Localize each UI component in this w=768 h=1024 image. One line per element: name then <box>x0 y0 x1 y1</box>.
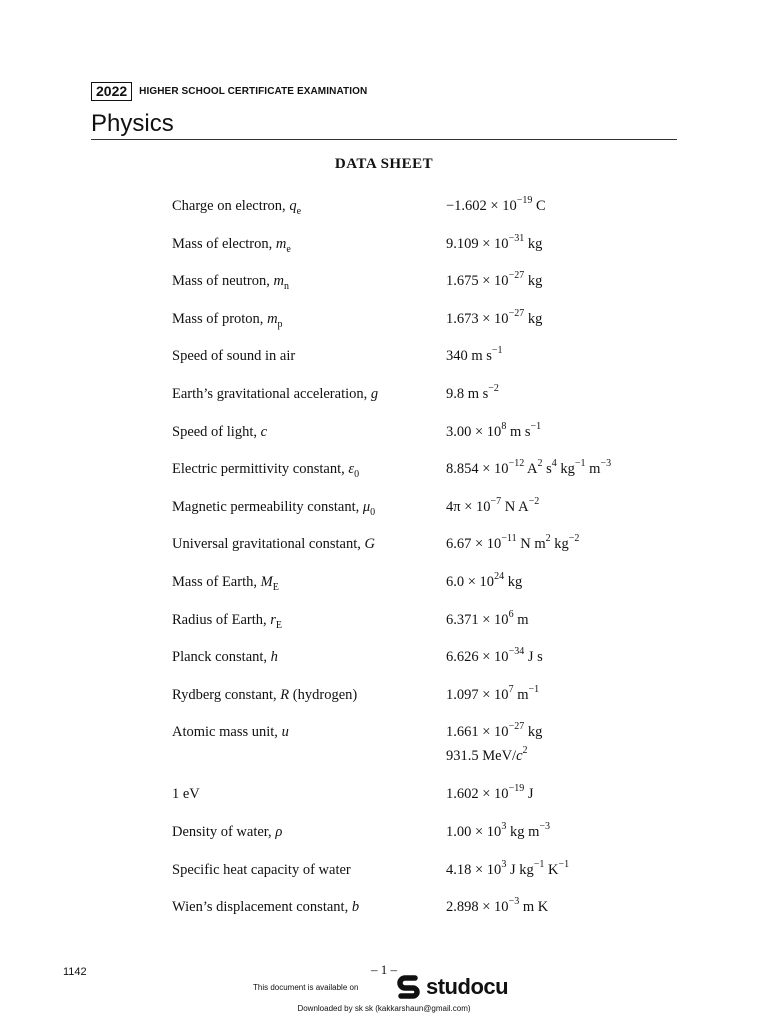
constant-value: $2.898 \times 10^{-3}$ m K <box>446 896 549 916</box>
constant-name: Mass of electron, $m_e$ <box>172 235 291 255</box>
constant-row <box>172 570 652 612</box>
constant-name: Universal gravitational constant, G <box>172 536 375 553</box>
constant-name: Planck constant, h <box>172 649 278 666</box>
data-sheet-title: DATA SHEET <box>334 156 434 172</box>
constant-row <box>172 458 652 499</box>
constant-name: Magnetic permeability constant, $\mu_0$ <box>172 498 376 518</box>
constant-value: $6.0 \times 10^{24}$ kg <box>446 570 523 590</box>
constant-row <box>172 420 652 462</box>
subject-title: Physics <box>91 110 174 137</box>
constant-value: $1.673 \times 10^{-27}$ kg <box>446 307 543 327</box>
constant-row <box>172 783 652 824</box>
constant-name: Mass of neutron, $m_n$ <box>172 273 289 293</box>
constant-name: Speed of light, c <box>172 423 268 440</box>
constant-value: $1.602 \times 10^{-19}$ J <box>446 783 534 803</box>
constant-row <box>172 896 652 937</box>
studocu-icon <box>394 972 424 1002</box>
constant-row <box>172 608 652 650</box>
constants-table <box>172 195 652 937</box>
constant-value: $1.00 \times 10^3$ kg $m^{-3}$ <box>446 820 550 840</box>
constant-name: Density of water, ρ <box>172 823 283 840</box>
constant-name: Wien’s displacement constant, b <box>172 899 360 916</box>
constant-row <box>172 382 652 424</box>
constant-row <box>172 307 652 349</box>
constant-name: Rydberg constant, R (hydrogen) <box>172 686 358 703</box>
constant-name: Atomic mass unit, u <box>172 724 289 741</box>
page-number: – 1 – <box>371 962 397 977</box>
constant-value: $1.675 \times 10^{-27}$ kg <box>446 270 543 290</box>
constant-value: 340 m $s^{-1}$ <box>446 345 503 365</box>
studocu-logo[interactable] <box>394 972 508 1002</box>
exam-year: 2022 <box>91 82 132 101</box>
constant-value: $9.109 \times 10^{-31}$ kg <box>446 232 543 252</box>
constant-row <box>172 858 652 900</box>
constant-row <box>172 495 652 537</box>
constant-value-alt: 931.5 MeV/$c^2$ <box>446 745 528 765</box>
constant-value: $-1.602 \times 10^{-19}$ C <box>446 195 546 214</box>
constant-row <box>172 533 652 574</box>
constant-row <box>172 820 652 862</box>
constant-row <box>172 232 652 274</box>
header-divider <box>91 139 677 140</box>
constant-value: $6.67 \times 10^{-11}$ N $m^2$ $kg^{-2}$ <box>446 533 580 553</box>
constant-row <box>172 646 652 687</box>
availability-note: This document is available on <box>253 983 359 992</box>
constant-name: 1 eV <box>172 786 200 803</box>
constant-row <box>172 683 652 725</box>
constant-name: Radius of Earth, $r_E$ <box>172 611 283 631</box>
constant-value: $1.661 \times 10^{-27}$ kg <box>446 721 543 741</box>
constant-value: $6.626 \times 10^{-34}$ J s <box>446 646 543 666</box>
constant-row <box>172 721 652 786</box>
constant-value: $3.00 \times 10^8$ m $s^{-1}$ <box>446 420 542 440</box>
paper-code: 1142 <box>63 966 87 978</box>
constant-name: Electric permittivity constant, $\varepsilon_0$ <box>172 461 360 481</box>
download-note: Downloaded by sk sk (kakkarshaun@gmail.com) <box>297 1004 471 1013</box>
constant-value: $1.097 \times 10^7$ $m^{-1}$ <box>446 683 540 703</box>
constant-value: $4\pi \times 10^{-7}$ N $A^{-2}$ <box>446 495 540 515</box>
exam-title: HIGHER SCHOOL CERTIFICATE EXAMINATION <box>139 86 368 97</box>
constant-name: Speed of sound in air <box>172 348 296 365</box>
constant-value: $4.18 \times 10^3$ J $kg^{-1}$ $K^{-1}$ <box>446 858 570 878</box>
constant-row <box>172 270 652 311</box>
constant-value: 9.8 m $s^{-2}$ <box>446 382 499 402</box>
constant-value: $6.371 \times 10^6$ m <box>446 608 529 628</box>
constant-name: Charge on electron, $q_e$ <box>172 198 302 217</box>
exam-header <box>91 82 367 101</box>
constant-row <box>172 345 652 386</box>
constant-name: Mass of proton, $m_p$ <box>172 310 283 330</box>
constant-row <box>172 195 652 236</box>
constant-value: $8.854 \times 10^{-12}$ $A^2$ $s^4$ $kg^{-1}$ $m^{-3}$ <box>446 458 612 478</box>
brand-name: studocu <box>426 974 509 999</box>
constant-name: Mass of Earth, $M_E$ <box>172 573 279 593</box>
constant-name: Earth’s gravitational acceleration, g <box>172 385 379 402</box>
constant-name: Specific heat capacity of water <box>172 861 351 878</box>
